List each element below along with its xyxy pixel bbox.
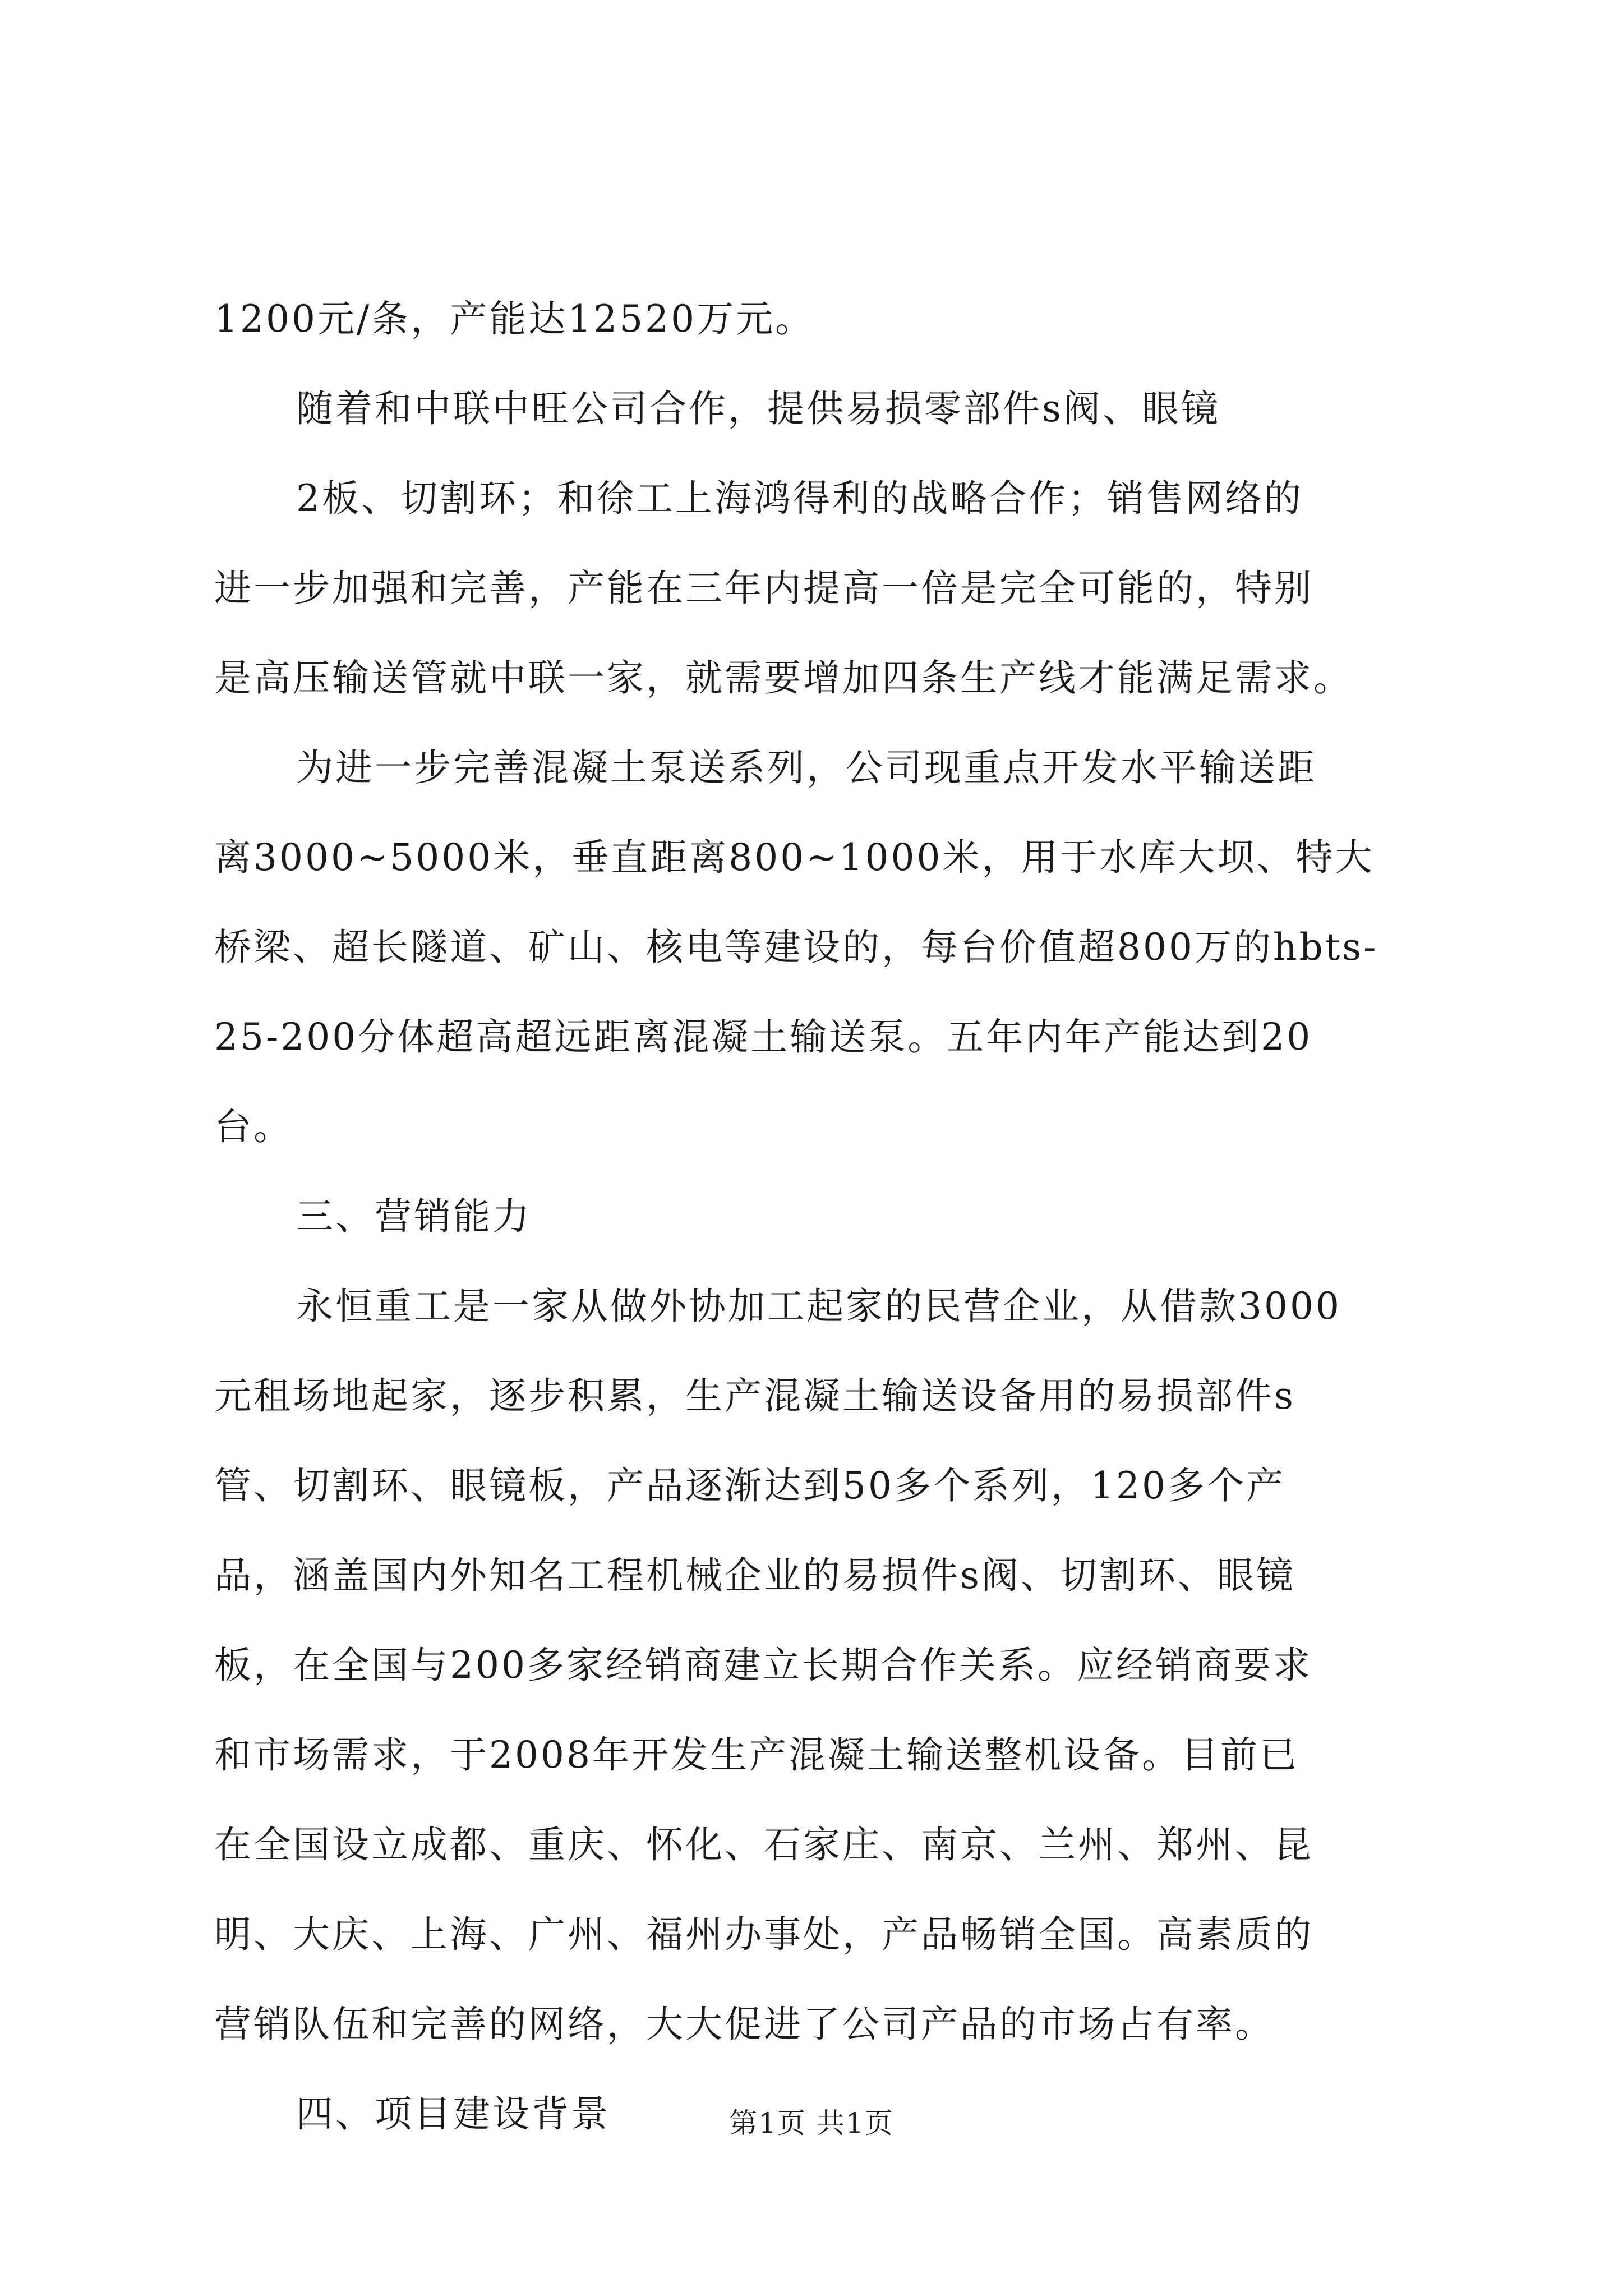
text-line: 板，在全国与200多家经销商建立长期合作关系。应经销商要求 bbox=[214, 1644, 1312, 1687]
text-line: 营销队伍和完善的网络，大大促进了公司产品的市场占有率。 bbox=[214, 2003, 1274, 2046]
text-line: 1200元/条，产能达12520万元。 bbox=[214, 297, 815, 341]
text-line: 是高压输送管就中联一家，就需要增加四条生产线才能满足需求。 bbox=[214, 656, 1353, 700]
text-line: 和市场需求，于2008年开发生产混凝土输送整机设备。目前已 bbox=[214, 1733, 1299, 1777]
text-line: 进一步加强和完善，产能在三年内提高一倍是完全可能的，特别 bbox=[214, 567, 1313, 610]
text-line: 明、大庆、上海、广州、福州办事处，产品畅销全国。高素质的 bbox=[214, 1913, 1313, 1956]
text-line: 随着和中联中旺公司合作，提供易损零部件s阀、眼镜 bbox=[296, 387, 1220, 430]
text-line: 永恒重工是一家从做外协加工起家的民营企业，从借款3000 bbox=[296, 1285, 1341, 1328]
text-line: 25-200分体超高超远距离混凝土输送泵。五年内年产能达到20 bbox=[214, 1015, 1313, 1059]
text-line: 元租场地起家，逐步积累，生产混凝土输送设备用的易损部件s bbox=[214, 1374, 1295, 1418]
text-line: 为进一步完善混凝土泵送系列，公司现重点开发水平输送距 bbox=[296, 746, 1317, 789]
text-line: 2板、切割环；和徐工上海鸿得利的战略合作；销售网络的 bbox=[296, 477, 1303, 520]
text-line: 台。 bbox=[214, 1105, 293, 1148]
text-line: 管、切割环、眼镜板，产品逐渐达到50多个系列，120多个产 bbox=[214, 1464, 1285, 1507]
section-heading: 三、营销能力 bbox=[296, 1195, 532, 1238]
page-footer: 第1页 共1页 bbox=[729, 2107, 894, 2139]
text-line: 桥梁、超长隧道、矿山、核电等建设的，每台价值超800万的hbts- bbox=[214, 926, 1378, 969]
text-line: 离3000~5000米，垂直距离800~1000米，用于水库大坝、特大 bbox=[214, 836, 1375, 879]
text-line: 品，涵盖国内外知名工程机械企业的易损件s阀、切割环、眼镜 bbox=[214, 1554, 1295, 1597]
text-line: 在全国设立成都、重庆、怀化、石家庄、南京、兰州、郑州、昆 bbox=[214, 1823, 1313, 1866]
section-heading: 四、项目建设背景 bbox=[296, 2092, 610, 2136]
